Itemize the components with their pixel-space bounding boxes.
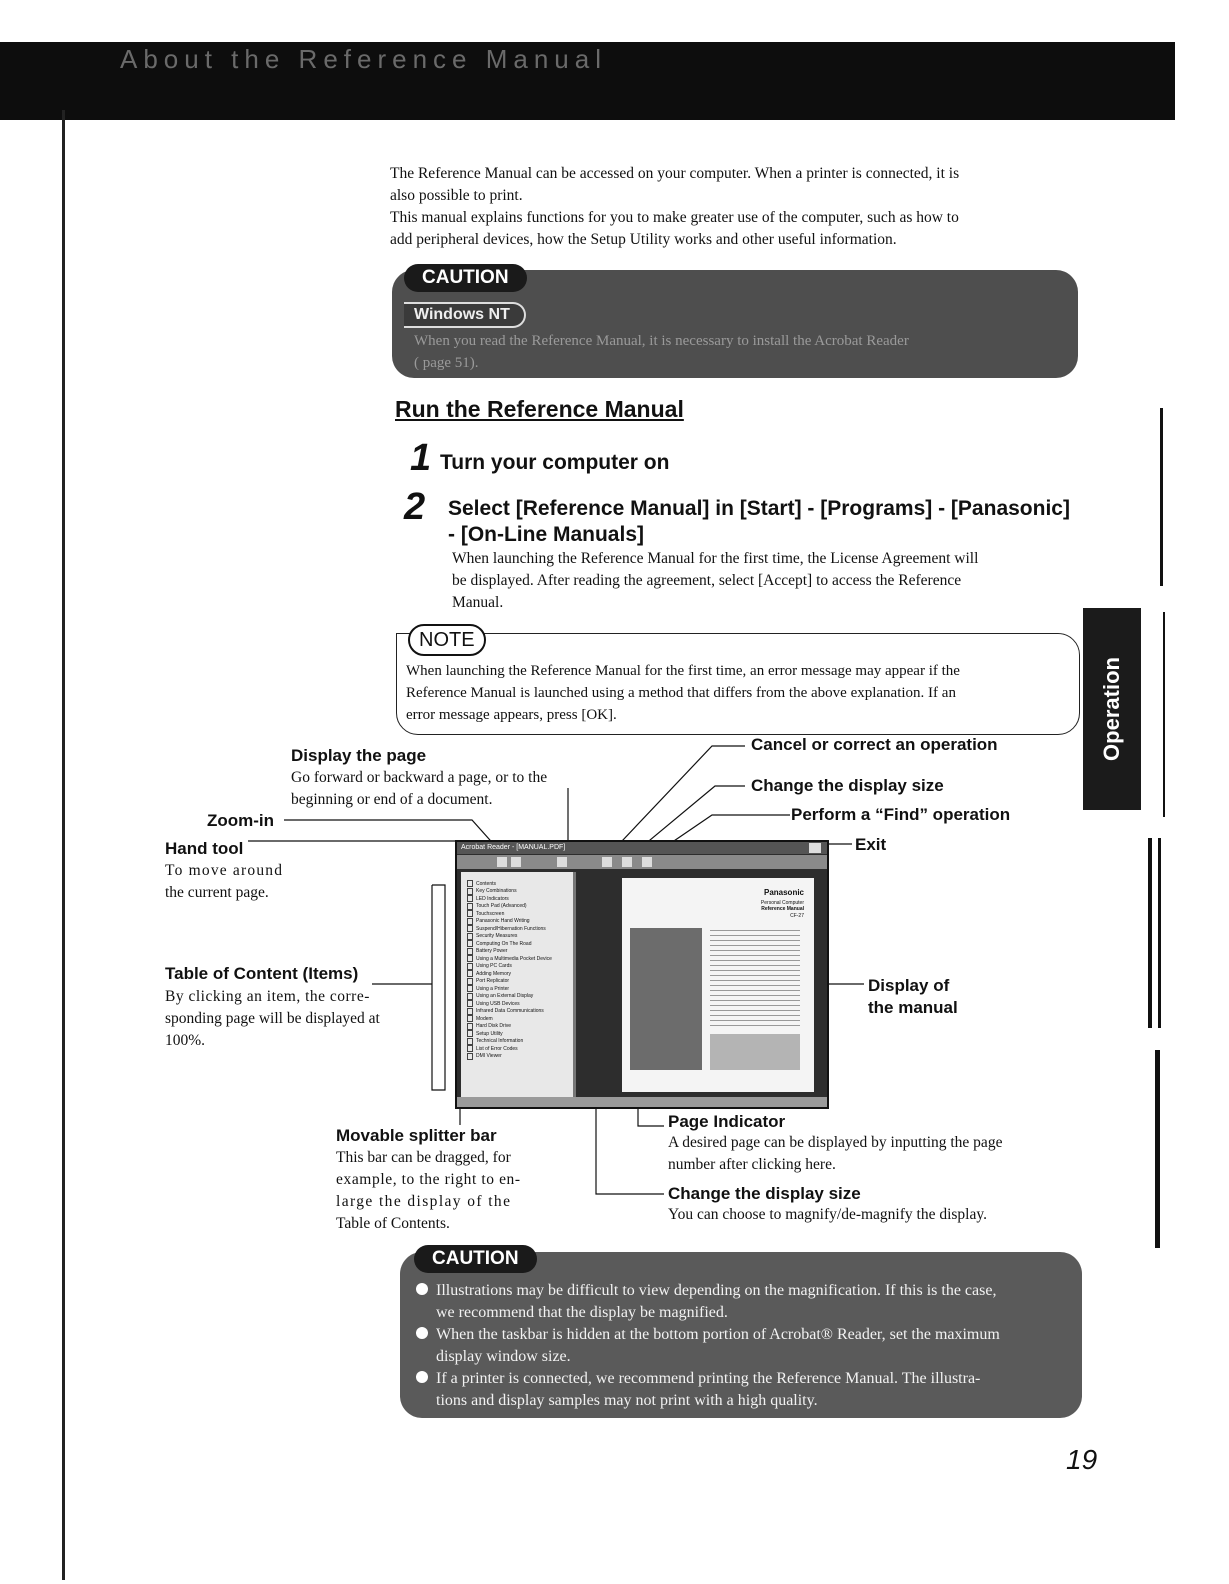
label-change-size-top: Change the display size	[751, 776, 944, 795]
toc-item-label: Battery Power	[476, 948, 508, 955]
bookmark-icon	[467, 918, 473, 925]
note-line: error message appears, press [OK].	[406, 707, 617, 723]
desc-line: example, to the right to en-	[336, 1171, 521, 1188]
label-display-page-desc	[291, 767, 547, 811]
toc-item[interactable]	[467, 1045, 573, 1053]
toc-item[interactable]	[467, 955, 573, 963]
margin-rule	[1163, 612, 1165, 817]
bookmark-icon	[467, 903, 473, 910]
side-tab-label-wrap	[1083, 608, 1141, 810]
desc-line: Table of Contents.	[336, 1215, 450, 1232]
desc-line: 100%.	[165, 1032, 206, 1049]
doc-text-block	[710, 1034, 800, 1070]
toc-item[interactable]	[467, 880, 573, 888]
screenshot-status-bar	[457, 1097, 827, 1107]
desc-line: To move around	[165, 862, 284, 879]
label-splitter-desc	[336, 1147, 521, 1235]
label-exit: Exit	[855, 835, 887, 854]
header-title: About the Reference Manual	[120, 44, 607, 74]
bookmark-icon	[467, 963, 473, 970]
caution-tag-bottom: CAUTION	[414, 1245, 537, 1273]
toc-item[interactable]	[467, 910, 573, 918]
doc-brand: Panasonic	[763, 888, 804, 897]
label-cancel: Cancel or correct an operation	[751, 735, 998, 754]
bookmark-icon	[467, 1015, 473, 1022]
manual-page-preview	[622, 878, 814, 1092]
bookmark-icon	[467, 1000, 473, 1007]
acrobat-screenshot	[455, 840, 829, 1109]
doc-subtitle: Personal Computer	[760, 900, 804, 906]
label-find: Perform a “Find” operation	[791, 805, 1011, 824]
toc-item[interactable]	[467, 985, 573, 993]
margin-rule	[1155, 1050, 1160, 1248]
toc-item-label: Computing On The Road	[476, 940, 532, 947]
margin-rule	[1148, 838, 1152, 1028]
toc-item-label: Touchscreen	[476, 910, 505, 917]
caution-item	[416, 1368, 1000, 1390]
label-change-size-bottom: Change the display size	[668, 1184, 861, 1203]
find-icon	[642, 857, 652, 867]
toc-item[interactable]	[467, 925, 573, 933]
toc-item[interactable]	[467, 940, 573, 948]
splitter-bar	[573, 872, 576, 1097]
label-line: the manual	[868, 998, 958, 1017]
intro-line: also possible to print.	[390, 187, 523, 204]
bookmark-icon	[467, 933, 473, 940]
desc-line: A desired page can be displayed by inputting the page	[668, 1134, 1003, 1151]
caution-item-line: When the taskbar is hidden at the bottom portion of Acrobat® Reader, set the maximum	[436, 1326, 1000, 1343]
note-line: Reference Manual is launched using a method that differs from the above explanation. If an	[406, 685, 956, 701]
doc-cover-image	[630, 928, 702, 1070]
desc-line: sponding page will be displayed at	[165, 1010, 380, 1027]
label-hand-tool-desc	[165, 860, 283, 904]
bookmark-icon	[467, 895, 473, 902]
label-display-page: Display the page	[291, 746, 427, 765]
section-title: Run the Reference Manual	[395, 396, 684, 422]
toc-item-label: Key Combinations	[476, 888, 517, 895]
screenshot-toolbar	[457, 855, 827, 869]
bookmark-icon	[467, 880, 473, 887]
step-number: 2	[404, 486, 426, 528]
toc-item[interactable]	[467, 948, 573, 956]
step-title-line: - [On-Line Manuals]	[448, 523, 644, 546]
margin-rule	[1158, 838, 1161, 1028]
label-hand-tool: Hand tool	[165, 839, 244, 858]
label-change-size-bottom-desc	[668, 1204, 987, 1226]
caution-tag-top: CAUTION	[404, 264, 527, 292]
caution-top-line: When you read the Reference Manual, it is necessary to install the Acrobat Reader	[414, 333, 909, 349]
toc-list	[461, 872, 573, 1060]
toc-item-label: Panasonic Hand Writing	[476, 918, 530, 925]
toc-item-label: Using an External Display	[476, 993, 534, 1000]
bookmark-icon	[467, 970, 473, 977]
toc-item-label: Technical Information	[476, 1038, 524, 1045]
toc-item-label: Adding Memory	[476, 970, 512, 977]
bookmark-icon	[467, 1008, 473, 1015]
page-number: 19	[1066, 1444, 1098, 1475]
toc-item[interactable]	[467, 1053, 573, 1061]
bookmark-icon	[467, 993, 473, 1000]
label-display-manual	[868, 975, 958, 1019]
display-size-icon	[622, 857, 632, 867]
toc-item-label: Security Measures	[476, 933, 518, 940]
step-desc-line: When launching the Reference Manual for the first time, the License Agreement will	[452, 550, 979, 567]
toc-item[interactable]	[467, 1038, 573, 1046]
doc-title: Reference Manual	[761, 906, 804, 912]
bookmark-icon	[467, 888, 473, 895]
desc-line: large the display of the	[336, 1193, 512, 1210]
caution-item	[416, 1324, 1000, 1346]
desc-line: Go forward or backward a page, or to the	[291, 769, 548, 786]
side-tab-label: Operation	[1099, 657, 1124, 761]
toc-item-label: Contents	[476, 880, 497, 887]
caution-bottom-list	[416, 1280, 1000, 1412]
bullet-icon	[416, 1327, 428, 1339]
desc-line: beginning or end of a document.	[291, 791, 493, 808]
bullet-icon	[416, 1371, 428, 1383]
bookmark-panel	[461, 872, 573, 1097]
caution-item-line: display window size.	[436, 1348, 571, 1365]
bookmark-icon	[467, 1045, 473, 1052]
toc-item-label: Port Replicator	[476, 978, 510, 985]
desc-line: number after clicking here.	[668, 1156, 836, 1173]
toc-item-label: Modem	[476, 1015, 493, 1022]
toc-item[interactable]	[467, 888, 573, 896]
label-line: Display of	[868, 976, 950, 995]
bookmark-icon	[467, 1023, 473, 1030]
bullet-icon	[416, 1283, 428, 1295]
page-nav-icon	[557, 857, 567, 867]
bookmark-icon	[467, 1053, 473, 1060]
label-toc-desc	[165, 986, 380, 1052]
note-tag: NOTE	[408, 624, 486, 656]
step-title-line: Select [Reference Manual] in [Start] - [Programs] - [Panasonic]	[448, 497, 1070, 520]
toc-item[interactable]	[467, 903, 573, 911]
toc-item[interactable]	[467, 1000, 573, 1008]
label-toc: Table of Content (Items)	[165, 964, 359, 983]
toc-item[interactable]	[467, 1030, 573, 1038]
bookmark-icon	[467, 955, 473, 962]
caution-item-line: If a printer is connected, we recommend printing the Reference Manual. The illustra-	[436, 1370, 981, 1387]
toc-item-label: Touch Pad (Advanced)	[476, 903, 527, 910]
bookmark-icon	[467, 1038, 473, 1045]
toc-item[interactable]	[467, 895, 573, 903]
desc-line: You can choose to magnify/de-magnify the display.	[668, 1206, 987, 1223]
toc-item-label: DMI Viewer	[476, 1053, 502, 1060]
windows-nt-tag: Windows NT	[404, 302, 526, 328]
margin-rule	[1160, 408, 1163, 586]
toc-item-label: Hard Disk Drive	[476, 1023, 512, 1030]
bookmark-icon	[467, 985, 473, 992]
toc-item[interactable]	[467, 970, 573, 978]
label-splitter: Movable splitter bar	[336, 1126, 497, 1145]
toc-item-label: Using USB Devices	[476, 1000, 520, 1007]
bookmark-icon	[467, 940, 473, 947]
doc-contents-lines	[710, 930, 800, 1030]
bookmark-icon	[467, 948, 473, 955]
toc-item[interactable]	[467, 1008, 573, 1016]
label-zoom-in: Zoom-in	[207, 811, 275, 830]
label-page-indicator: Page Indicator	[668, 1112, 786, 1131]
bookmark-icon	[467, 925, 473, 932]
toc-item[interactable]	[467, 1023, 573, 1031]
desc-line: By clicking an item, the corre-	[165, 988, 370, 1005]
toc-item[interactable]	[467, 993, 573, 1001]
intro-line: add peripheral devices, how the Setup Utility works and other useful information.	[390, 231, 897, 248]
caution-item	[416, 1280, 1000, 1302]
desc-line: This bar can be dragged, for	[336, 1149, 511, 1166]
toc-item[interactable]	[467, 933, 573, 941]
toc-item[interactable]	[467, 978, 573, 986]
step-desc-line: Manual.	[452, 594, 504, 611]
step-desc-line: be displayed. After reading the agreement, select [Accept] to access the Reference	[452, 572, 962, 589]
zoom-in-icon	[511, 857, 521, 867]
intro-line: This manual explains functions for you to make greater use of the computer, such as how to	[390, 209, 959, 226]
toc-item[interactable]	[467, 918, 573, 926]
hand-tool-icon	[497, 857, 507, 867]
doc-model: CF-27	[790, 913, 804, 919]
toc-item-label: Using a Multimedia Pocket Device	[476, 955, 552, 962]
toc-item-label: Suspend/Hibernation Functions	[476, 925, 546, 932]
toc-bracket	[432, 885, 445, 1090]
caution-item-line: we recommend that the display be magnified.	[436, 1304, 728, 1321]
caution-top-line: ( page 51).	[414, 355, 479, 371]
undo-icon	[602, 857, 612, 867]
note-line: When launching the Reference Manual for the first time, an error message may appear if the	[406, 663, 960, 679]
toc-item-label: Using PC Cards	[476, 963, 512, 970]
intro-line: The Reference Manual can be accessed on your computer. When a printer is connected, it is	[390, 165, 960, 182]
step-number: 1	[410, 437, 432, 479]
toc-item-label: Using a Printer	[476, 985, 510, 992]
toc-item[interactable]	[467, 963, 573, 971]
callout-line-change-size-bottom	[596, 1100, 664, 1194]
toc-item-label: List of Error Codes	[476, 1045, 518, 1052]
toc-item[interactable]	[467, 1015, 573, 1023]
screenshot-window-title: Acrobat Reader - [MANUAL.PDF]	[457, 842, 829, 854]
label-page-indicator-desc	[668, 1132, 1002, 1176]
bookmark-icon	[467, 1030, 473, 1037]
toc-item-label: Setup Utility	[476, 1030, 503, 1037]
toc-item-label: LED Indicators	[476, 895, 509, 902]
step-title: Turn your computer on	[440, 451, 670, 474]
bookmark-icon	[467, 978, 473, 985]
caution-item-line: tions and display samples may not print with a high quality.	[436, 1392, 818, 1409]
caution-item-line: Illustrations may be difficult to view depending on the magnification. If this is the case,	[436, 1282, 997, 1299]
toc-item-label: Infrared Data Communications	[476, 1008, 544, 1015]
exit-icon	[809, 843, 821, 853]
desc-line: the current page.	[165, 884, 269, 901]
bookmark-icon	[467, 910, 473, 917]
